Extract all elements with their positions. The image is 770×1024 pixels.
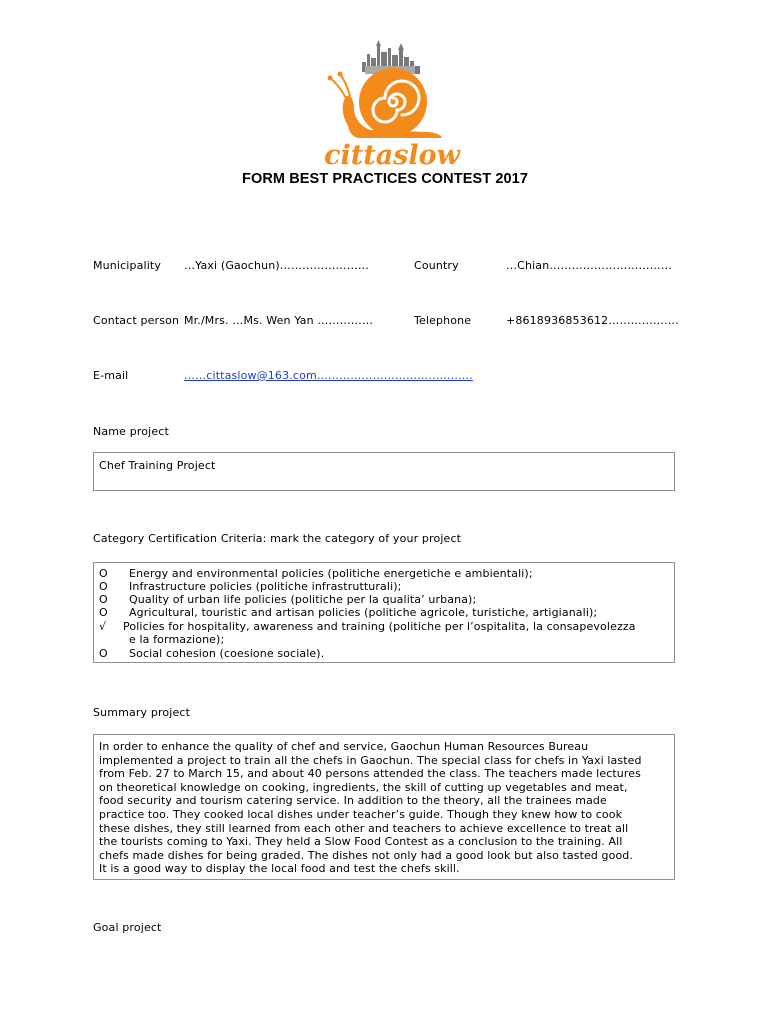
check-mark-icon: √: [99, 620, 107, 633]
summary-line: It is a good way to display the local food and test the chefs skill.: [99, 862, 460, 876]
category-text: Social cohesion (coesione sociale).: [129, 647, 325, 660]
category-label: Category Certification Criteria: mark the category of your project: [93, 532, 462, 545]
summary-line: implemented a project to train all the chefs in Gaochun. The special class for chefs in Yaxi lasted: [99, 753, 642, 767]
category-text: Policies for hospitality, awareness and training (politiche per l’ospitalita, la consapevolezza: [123, 620, 636, 633]
category-text: Quality of urban life policies (politiche per la qualita’ urbana);: [129, 593, 477, 606]
category-mark: O: [99, 567, 108, 580]
email-link[interactable]: ……cittaslow@163.com……………………………………: [184, 369, 473, 382]
summary-line: on theoretical knowledge on cooking, ingredients, the skill of cutting up vegetables and meat,: [99, 780, 628, 794]
summary-text: [94, 735, 674, 876]
form-title: FORM BEST PRACTICES CONTEST 2017: [242, 171, 528, 187]
category-mark: O: [99, 580, 108, 593]
summary-line: practice too. They cooked local dishes under teacher’s guide. Though they knew how to cook: [99, 807, 623, 821]
telephone-label: Telephone: [414, 314, 472, 327]
category-text: Agricultural, touristic and artisan policies (politiche agricole, turistiche, artigianali);: [129, 606, 598, 619]
summary-line: these dishes, they still learned from each other and teachers to achieve excellence to treat all: [99, 821, 629, 835]
name-project-box: [93, 452, 675, 491]
country-label: Country: [414, 259, 459, 272]
summary-line: food security and tourism catering service. In addition to the theory, all the trainees made: [99, 794, 607, 808]
goal-project-label: Goal project: [93, 921, 162, 934]
svg-text:cittaslow: cittaslow: [324, 140, 460, 170]
summary-line: the tourists coming to Yaxi. They held a Slow Food Contest as a conclusion to the training. All: [99, 835, 623, 849]
summary-box: [93, 734, 675, 880]
snail-logo-icon: [310, 40, 470, 170]
summary-line: chefs made dishes for being graded. The dishes not only had a good look but also tasted good.: [99, 848, 633, 862]
category-item-continuation: e la formazione);: [129, 633, 225, 646]
name-project-value: Chef Training Project: [99, 459, 216, 472]
name-project-label: Name project: [93, 425, 169, 438]
category-mark: O: [99, 606, 108, 619]
summary-label: Summary project: [93, 706, 191, 719]
country-value: …Chian……………………………: [506, 259, 672, 272]
category-text: Energy and environmental policies (politiche energetiche e ambientali);: [129, 567, 533, 580]
category-mark: O: [99, 647, 108, 660]
contact-person-label: Contact person: [93, 314, 180, 327]
municipality-label: Municipality: [93, 259, 162, 272]
summary-line: from Feb. 27 to March 15, and about 40 persons attended the class. The teachers made lectures: [99, 767, 641, 781]
municipality-value: …Yaxi (Gaochun)……………………: [184, 259, 369, 272]
telephone-value: +8618936853612……………….: [506, 314, 679, 327]
email-label: E-mail: [93, 369, 129, 382]
summary-line: In order to enhance the quality of chef and service, Gaochun Human Resources Bureau: [99, 740, 589, 753]
category-mark: O: [99, 593, 108, 606]
cittaslow-logo: [310, 40, 470, 170]
category-text: Infrastructure policies (politiche infrastrutturali);: [129, 580, 402, 593]
category-box: [93, 562, 675, 663]
contact-person-value: Mr./Mrs. …Ms. Wen Yan ……………: [184, 314, 374, 327]
